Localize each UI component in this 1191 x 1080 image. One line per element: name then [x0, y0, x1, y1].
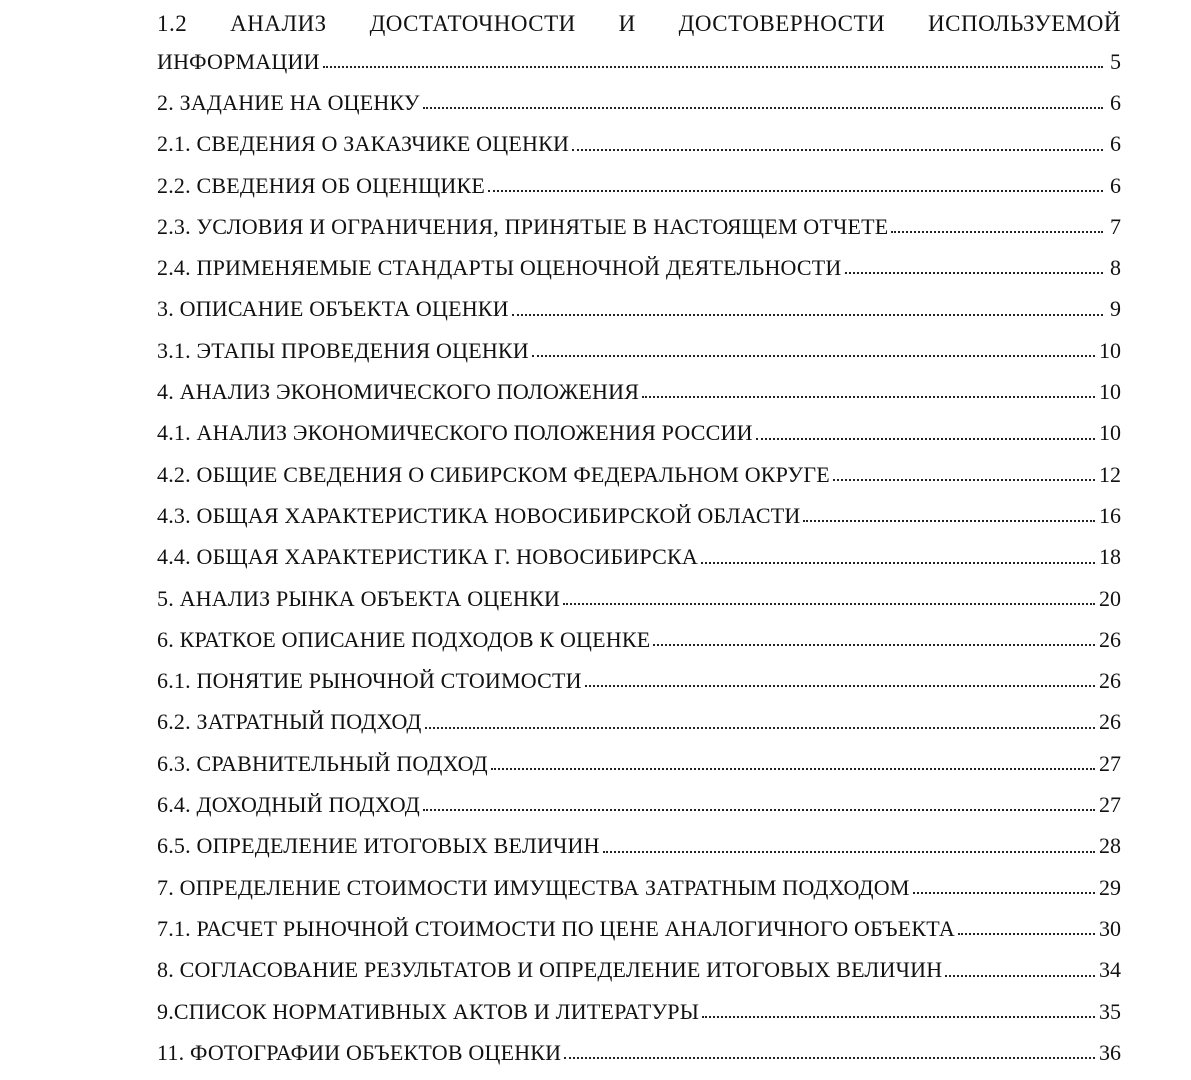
toc-entry-title: 7. ОПРЕДЕЛЕНИЕ СТОИМОСТИ ИМУЩЕСТВА ЗАТРАТНЫМ ПОДХОДОМ [157, 874, 910, 900]
toc-page-number: 8 [1110, 255, 1121, 281]
toc-entry-title: 6.1. ПОНЯТИЕ РЫНОЧНОЙ СТОИМОСТИ [157, 668, 582, 694]
dot-leader [532, 355, 1095, 357]
toc-page-number: 29 [1099, 874, 1121, 900]
toc-entry-list [157, 82, 1121, 1073]
toc-entry-title: 6. КРАТКОЕ ОПИСАНИЕ ПОДХОДОВ К ОЦЕНКЕ [157, 626, 651, 652]
toc-entry-title: 7.1. РАСЧЕТ РЫНОЧНОЙ СТОИМОСТИ ПО ЦЕНЕ АНАЛОГИЧНОГО ОБЪЕКТА [157, 915, 955, 941]
dot-leader [491, 768, 1095, 770]
toc-entry-title: 6.4. ДОХОДНЫЙ ПОДХОД [157, 792, 420, 818]
toc-page-number: 12 [1099, 461, 1121, 487]
toc-entry-1-2[interactable] [157, 6, 1121, 82]
toc-entry[interactable] [157, 743, 1121, 784]
dot-leader [572, 149, 1103, 151]
toc-entry[interactable] [157, 330, 1121, 371]
dot-leader [488, 190, 1103, 192]
dot-leader [701, 562, 1095, 564]
toc-entry-title: 2.2. СВЕДЕНИЯ ОБ ОЦЕНЩИКЕ [157, 172, 485, 198]
toc-page-number: 16 [1099, 502, 1121, 528]
toc-entry-title: 6.2. ЗАТРАТНЫЙ ПОДХОД [157, 709, 422, 735]
toc-word: ДОСТОВЕРНОСТИ [678, 11, 886, 36]
dot-leader [585, 685, 1095, 687]
toc-entry-title: ИНФОРМАЦИИ [157, 49, 320, 74]
toc-page-number: 6 [1110, 131, 1121, 157]
dot-leader [913, 892, 1095, 894]
toc-page-number: 10 [1099, 337, 1121, 363]
toc-word: ДОСТАТОЧНОСТИ [369, 11, 576, 36]
toc-page-number: 27 [1099, 750, 1121, 776]
toc-page-number: 27 [1099, 792, 1121, 818]
toc-page-number: 35 [1099, 998, 1121, 1024]
toc-entry[interactable] [157, 619, 1121, 660]
toc-entry-title: 8. СОГЛАСОВАНИЕ РЕЗУЛЬТАТОВ И ОПРЕДЕЛЕНИЕ ИТОГОВЫХ ВЕЛИЧИН [157, 957, 943, 983]
toc-entry[interactable] [157, 371, 1121, 412]
toc-page-number: 26 [1099, 709, 1121, 735]
toc-entry[interactable] [157, 288, 1121, 329]
toc-page-number: 18 [1099, 544, 1121, 570]
toc-entry[interactable] [157, 206, 1121, 247]
toc-page-number: 34 [1099, 957, 1121, 983]
toc-entry[interactable] [157, 991, 1121, 1032]
toc-entry[interactable] [157, 495, 1121, 536]
toc-page-number: 9 [1110, 296, 1121, 322]
toc-entry[interactable] [157, 701, 1121, 742]
toc-page-number: 26 [1099, 668, 1121, 694]
toc-page-number: 28 [1099, 833, 1121, 859]
toc-entry[interactable] [157, 908, 1121, 949]
dot-leader [512, 314, 1103, 316]
toc-entry-title: 4.3. ОБЩАЯ ХАРАКТЕРИСТИКА НОВОСИБИРСКОЙ ОБЛАСТИ [157, 502, 801, 528]
dot-leader [845, 272, 1103, 274]
toc-page-number: 5 [1110, 49, 1121, 74]
toc-entry[interactable] [157, 578, 1121, 619]
toc-page-number: 6 [1110, 172, 1121, 198]
dot-leader [563, 603, 1095, 605]
toc-page-number: 7 [1110, 213, 1121, 239]
toc-word: ИСПОЛЬЗУЕМОЙ [928, 11, 1121, 36]
toc-entry-title: 6.3. СРАВНИТЕЛЬНЫЙ ПОДХОД [157, 750, 488, 776]
dot-leader [423, 809, 1095, 811]
toc-entry-title: 5. АНАЛИЗ РЫНКА ОБЪЕКТА ОЦЕНКИ [157, 585, 561, 611]
toc-entry-first-line [157, 6, 1121, 42]
dot-leader [642, 396, 1095, 398]
toc-page-number: 36 [1099, 1039, 1121, 1065]
toc-entry[interactable] [157, 825, 1121, 866]
toc-entry-title: 6.5. ОПРЕДЕЛЕНИЕ ИТОГОВЫХ ВЕЛИЧИН [157, 833, 600, 859]
toc-word: АНАЛИЗ [230, 11, 327, 36]
toc-entry-title: 2.4. ПРИМЕНЯЕМЫЕ СТАНДАРТЫ ОЦЕНОЧНОЙ ДЕЯТЕЛЬНОСТИ [157, 255, 842, 281]
dot-leader [323, 66, 1103, 68]
toc-entry[interactable] [157, 867, 1121, 908]
toc-entry[interactable] [157, 412, 1121, 453]
toc-entry[interactable] [157, 247, 1121, 288]
toc-entry-title: 3.1. ЭТАПЫ ПРОВЕДЕНИЯ ОЦЕНКИ [157, 337, 529, 363]
toc-entry[interactable] [157, 784, 1121, 825]
toc-page-number: 6 [1110, 90, 1121, 115]
dot-leader [891, 231, 1103, 233]
toc-entry-continuation [157, 42, 1121, 82]
dot-leader [702, 1016, 1095, 1018]
dot-leader [653, 644, 1095, 646]
dot-leader [958, 933, 1095, 935]
toc-page-number: 10 [1099, 420, 1121, 446]
dot-leader [756, 438, 1095, 440]
toc-entry-title: 2.3. УСЛОВИЯ И ОГРАНИЧЕНИЯ, ПРИНЯТЫЕ В НАСТОЯЩЕМ ОТЧЕТЕ [157, 213, 889, 239]
toc-page-number: 30 [1099, 915, 1121, 941]
toc-entry-title: 2. ЗАДАНИЕ НА ОЦЕНКУ [157, 90, 420, 115]
toc-entry-title: 9.СПИСОК НОРМАТИВНЫХ АКТОВ И ЛИТЕРАТУРЫ [157, 998, 700, 1024]
dot-leader [833, 479, 1095, 481]
toc-entry-title: 4.2. ОБЩИЕ СВЕДЕНИЯ О СИБИРСКОМ ФЕДЕРАЛЬНОМ ОКРУГЕ [157, 461, 830, 487]
toc-entry[interactable] [157, 165, 1121, 206]
toc-entry-title: 11. ФОТОГРАФИИ ОБЪЕКТОВ ОЦЕНКИ [157, 1039, 562, 1065]
toc-entry[interactable] [157, 454, 1121, 495]
dot-leader [603, 851, 1095, 853]
toc-page-number: 10 [1099, 379, 1121, 405]
toc-entry-title: 4.1. АНАЛИЗ ЭКОНОМИЧЕСКОГО ПОЛОЖЕНИЯ РОССИИ [157, 420, 753, 446]
dot-leader [803, 520, 1095, 522]
dot-leader [945, 975, 1095, 977]
toc-page-number: 26 [1099, 626, 1121, 652]
toc-entry[interactable] [157, 536, 1121, 577]
toc-entry-title: 4.4. ОБЩАЯ ХАРАКТЕРИСТИКА Г. НОВОСИБИРСКА [157, 544, 698, 570]
toc-entry[interactable] [157, 660, 1121, 701]
toc-entry[interactable] [157, 123, 1121, 164]
toc-entry-title: 4. АНАЛИЗ ЭКОНОМИЧЕСКОГО ПОЛОЖЕНИЯ [157, 379, 640, 405]
toc-entry[interactable] [157, 1032, 1121, 1073]
toc-word: И [618, 11, 636, 36]
toc-entry-title: 3. ОПИСАНИЕ ОБЪЕКТА ОЦЕНКИ [157, 296, 509, 322]
toc-word: 1.2 [157, 11, 188, 36]
dot-leader [564, 1057, 1095, 1059]
dot-leader [425, 727, 1095, 729]
toc-entry[interactable] [157, 949, 1121, 990]
toc-entry-title: 2.1. СВЕДЕНИЯ О ЗАКАЗЧИКЕ ОЦЕНКИ [157, 131, 570, 157]
toc-entry[interactable] [157, 82, 1121, 123]
dot-leader [423, 107, 1103, 109]
toc-page-number: 20 [1099, 585, 1121, 611]
table-of-contents [157, 0, 1121, 1073]
